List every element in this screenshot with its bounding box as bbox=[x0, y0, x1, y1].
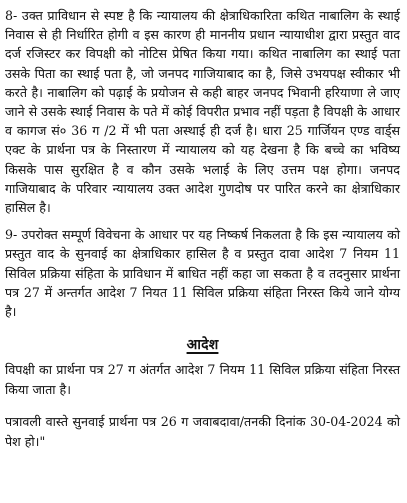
order-text: विपक्षी का प्रार्थना पत्र 27 ग अंतर्गत आदेश 7 नियम 11 सिविल प्रक्रिया संहिता निरस्त किया जाता है। bbox=[5, 362, 400, 398]
hearing-date-text: पत्रावली वास्ते सुनवाई प्रार्थना पत्र 26 ग जवाबदावा/तनकी दिनांक 30-04-2024 को पेश हो।" bbox=[5, 414, 400, 450]
paragraph-gap bbox=[5, 217, 400, 225]
order-heading: आदेश bbox=[186, 337, 219, 354]
order-heading-container bbox=[5, 335, 400, 354]
paragraph-8: 8- उक्त प्राविधान से स्पष्ट है कि न्यायालय की क्षेत्राधिकारिता कथित नाबालिग के स्थाई निवास से ही निर्धारित होगी व इस कारण ही माननीय प्रधान न्यायाधीश द्वारा प्रस्तुत वाद दर्ज रजिस्टर कर विपक्षी को नोटिस प्रेषित किया गया। कथित नाबालिग का स्थाई पता उसके पिता का स्थाई पता है, जो जनपद गाजियाबाद का है, जिसे उभयपक्ष स्वीकार भी करते है। नाबालिग को पढ़ाई के प्रयोजन से कही बाहर जनपद भिवानी हरियाणा ले जाए जाने से उसके स्थाई निवास के पते में कोई विपरीत प्रभाव नहीं पड़ता है विपक्षी के आधार व कागज सं० 36 ग /2 में भी पता अस्थाई ही दर्ज है। धारा 25 गार्जियन एण्ड वार्ड्स एक्ट के प्रार्थना पत्र के निस्तारण में न्यायालय को यह देखना है कि बच्चे का भविष्य किसके पास सुरक्षित है व कौन उसके भलाई के लिए उत्तम पक्ष होगा। जनपद गाजियाबाद के परिवार न्यायालय उक्त आदेश गुणदोष पर पारित करने का क्षेत्राधिकार हासिल है। bbox=[5, 8, 400, 216]
paragraph-9: 9- उपरोक्त सम्पूर्ण विवेचना के आधार पर यह निष्कर्ष निकलता है कि इस न्यायालय को प्रस्तुत वाद के सुनवाई का क्षेत्राधिकार हासिल है व प्रस्तुत दावा आदेश 7 नियम 11 सिविल प्रक्रिया संहिता के प्राविधान में बाधित नहीं कहा जा सकता है व तदनुसार प्रार्थना पत्र 27 में अन्तर्गत आदेश 7 नियत 11 सिविल प्रक्रिया संहिता निरस्त किये जाने योग्य है। bbox=[5, 227, 400, 320]
